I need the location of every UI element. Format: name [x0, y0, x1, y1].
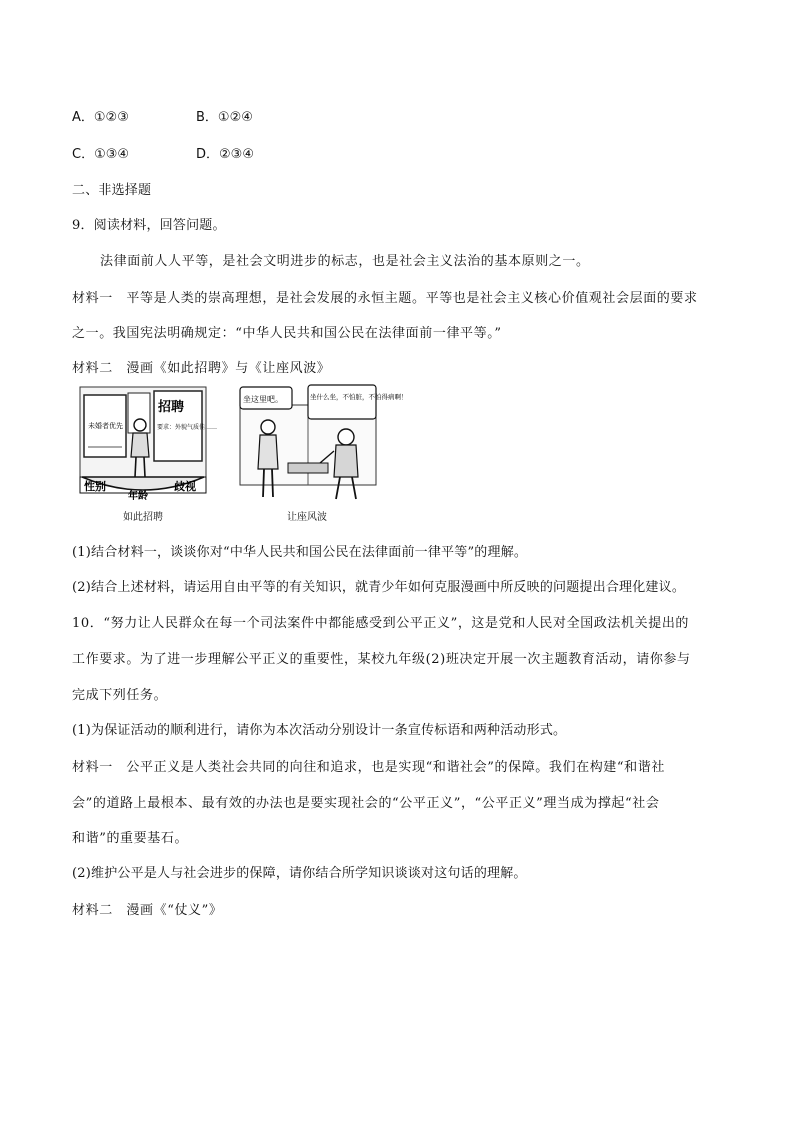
q9-stem: 9．阅读材料，回答问题。 [72, 218, 226, 233]
comic-seat-image [238, 385, 408, 505]
q10-material1-line1: 材料一 公平正义是人类社会共同的向往和追求，也是实现“和谐社会”的保障。我们在构建“和谐社 [72, 760, 665, 775]
q9-sub1: (1)结合材料一，谈谈你对“中华人民共和国公民在法律面前一律平等”的理解。 [72, 545, 528, 560]
q9-material2: 材料二 漫画《如此招聘》与《让座风波》 [72, 361, 331, 376]
comic-hiring-image [78, 385, 218, 505]
q9-sub2: (2)结合上述材料，请运用自由平等的有关知识，就青少年如何克服漫画中所反映的问题提出合理化建议。 [72, 580, 686, 595]
comic-hiring-bottom-right: 歧视 [174, 480, 196, 493]
option-c: C．①③④ [72, 147, 130, 162]
section-title: 二、非选择题 [72, 183, 152, 198]
comic-hiring-bottom-mid: 年龄 [128, 491, 148, 502]
comic-seat-bubble2: 坐什么坐，不怕脏，不怕得病啊！ [310, 393, 408, 401]
comic-seat-bubble1: 坐这里吧。 [243, 395, 283, 404]
q10-material1-line3: 和谐”的重要基石。 [72, 831, 189, 846]
option-a: A．①②③ [72, 110, 129, 125]
comic-seat-caption: 让座风波 [287, 512, 327, 523]
q10-line2: 工作要求。为了进一步理解公平正义的重要性，某校九年级(2)班决定开展一次主题教育活动，请你参与 [72, 652, 691, 667]
option-b: B．①②④ [196, 110, 253, 125]
comic-hiring-sign-right-body: 要求：外貌气质佳…… [157, 424, 218, 431]
q9-material1-line2: 之一。我国宪法明确规定：“中华人民共和国公民在法律面前一律平等。” [72, 326, 502, 341]
q10-line1: 10．“努力让人民群众在每一个司法案件中都能感受到公平正义”，这是党和人民对全国政法机关提出的 [72, 616, 690, 631]
q10-sub1: (1)为保证活动的顺利进行，请你为本次活动分别设计一条宣传标语和两种活动形式。 [72, 723, 567, 738]
q10-material2: 材料二 漫画《“仗义”》 [72, 903, 223, 918]
q10-material1-line2: 会”的道路上最根本、最有效的办法也是要实现社会的“公平正义”，“公平正义”理当成为撑起“社会 [72, 796, 660, 811]
comic-hiring-sign-right-title: 招聘 [158, 400, 185, 415]
comic-hiring-sign-left: 未婚者优先 [88, 422, 123, 430]
comic-hiring-caption: 如此招聘 [123, 512, 163, 523]
comic-hiring-bottom-left: 性别 [84, 480, 106, 493]
q9-material1-line1: 材料一 平等是人类的崇高理想，是社会发展的永恒主题。平等也是社会主义核心价值观社会层面的要求 [72, 291, 698, 306]
option-d: D．②③④ [196, 147, 254, 162]
q10-sub2: (2)维护公平是人与社会进步的保障，请你结合所学知识谈谈对这句话的理解。 [72, 866, 527, 881]
q9-intro: 法律面前人人平等，是社会文明进步的标志，也是社会主义法治的基本原则之一。 [100, 254, 590, 269]
q10-line3: 完成下列任务。 [72, 688, 168, 703]
